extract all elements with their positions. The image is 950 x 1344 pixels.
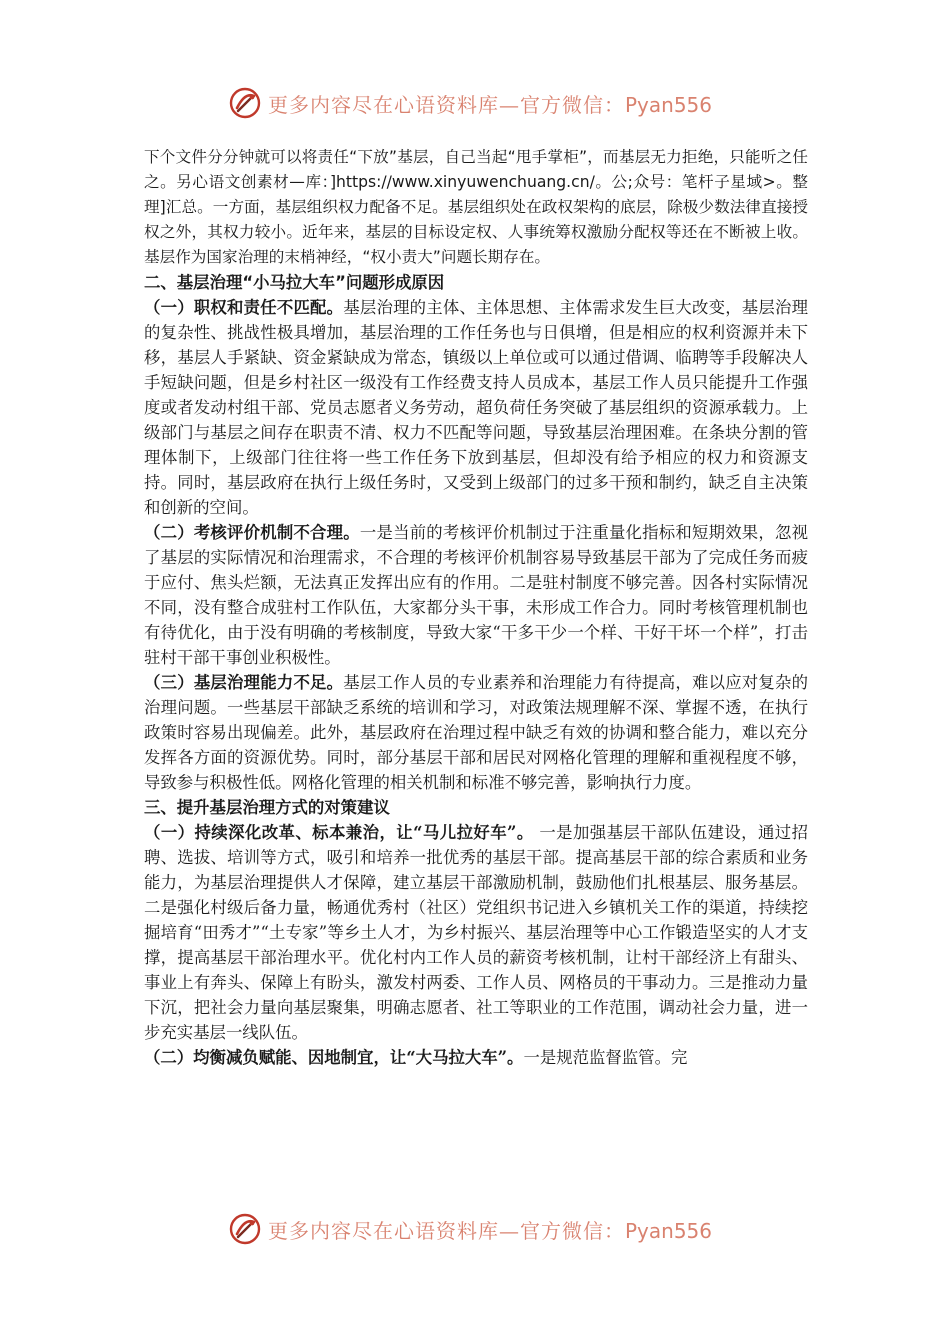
intro-paragraph: 下个文件分分钟就可以将责任“下放”基层，自己当起“甩手掌柜”，而基层无力拒绝，只能听之任之。另心语文创素材—库：]https://www.xinyuwenchuang.cn/。公;众号：笔杆子星域>。整理]汇总。一方面，基层组织权力配备不足。基层组织处在政权架构的底层，除极少数法律直接授权之外，其权力较小。近年来，基层的目标设定权、人事统筹权激励分配权等还在不断被上收。基层作为国家治理的末梢神经，“权小责大”问题长期存在。: [144, 148, 808, 266]
banner-title: 更多内容尽在心语资料库: [268, 1218, 499, 1243]
banner-text: [268, 1215, 712, 1244]
section2-item-2: [144, 520, 808, 670]
banner-wechat-label: 官方微信：: [520, 1218, 625, 1243]
section3-item-2-body: 一是规范监督监管。完: [523, 1048, 688, 1067]
section2-item-1-body: 基层治理的主体、主体思想、主体需求发生巨大改变，基层治理的复杂性、挑战性极具增加，基层治理的工作任务也与日俱增，但是相应的权利资源并未下移，基层人手紧缺、资金紧缺成为常态，镇级以上单位或可以通过借调、临聘等手段解决人手短缺问题，但是乡村社区一级没有工作经费支持人员成本，基层工作人员只能提升工作强度或者发动村组干部、党员志愿者义务劳动，超负荷任务突破了基层组织的资源承载力。上级部门与基层之间存在职责不清、权力不匹配等问题，导致基层治理困难。在条块分割的管理体制下，上级部门往往将一些工作任务下放到基层，但却没有给予相应的权力和资源支持。同时，基层政府在执行上级任务时，又受到上级部门的过多干预和制约，缺乏自主决策和创新的空间。: [144, 298, 808, 517]
section2-item-1-lead: （一）职权和责任不匹配。: [144, 298, 344, 317]
banner-title: 更多内容尽在心语资料库: [268, 92, 499, 117]
section2-item-3-body: 基层工作人员的专业素养和治理能力有待提高，难以应对复杂的治理问题。一些基层干部缺乏系统的培训和学习，对政策法规理解不深、掌握不透，在执行政策时容易出现偏差。此外，基层政府在治理过程中缺乏有效的协调和整合能力，难以充分发挥各方面的资源优势。同时，部分基层干部和居民对网格化管理的理解和重视程度不够，导致参与积极性低。网格化管理的相关机制和标准不够完善，影响执行力度。: [144, 673, 808, 792]
section2-item-2-body: 一是当前的考核评价机制过于注重量化指标和短期效果，忽视了基层的实际情况和治理需求，不合理的考核评价机制容易导致基层干部为了完成任务而疲于应付、焦头烂额，无法真正发挥出应有的作用。二是驻村制度不够完善。因各村实际情况不同，没有整合成驻村工作队伍，大家都分头干事，未形成工作合力。同时考核管理机制也有待优化，由于没有明确的考核制度，导致大家“干多干少一个样、干好干坏一个样”，打击驻村干部干事创业积极性。: [144, 523, 809, 667]
section3-item-1-lead: （一）持续深化改革、标本兼治，让“马儿拉好车”。: [144, 823, 534, 842]
footer-watermark-banner: [228, 1209, 728, 1249]
pen-circle-logo-icon: [228, 1212, 262, 1246]
section3-item-1-body: 一是加强基层干部队伍建设，通过招聘、选拔、培训等方式，吸引和培养一批优秀的基层干部。提高基层干部的综合素质和业务能力，为基层治理提供人才保障，建立基层干部激励机制，鼓励他们扎根基层、服务基层。二是强化村级后备力量，畅通优秀村（社区）党组织书记进入乡镇机关工作的渠道，持续挖掘培育“田秀才”“土专家”等乡土人才，为乡村振兴、基层治理等中心工作锻造坚实的人才支撑，提高基层干部治理水平。优化村内工作人员的薪资考核机制，让村干部经济上有甜头、事业上有奔头、保障上有盼头，激发村两委、工作人员、网格员的干事动力。三是推动力量下沉，把社会力量向基层聚集，明确志愿者、社工等职业的工作范围，调动社会力量，进一步充实基层一线队伍。: [144, 823, 808, 1042]
banner-wechat-id: Pyan556: [625, 92, 713, 117]
banner-wechat-label: 官方微信：: [520, 92, 625, 117]
section3-item-1: [144, 820, 808, 1045]
section3-item-2: [144, 1045, 808, 1070]
banner-wechat-id: Pyan556: [625, 1218, 713, 1243]
section2-heading: 二、基层治理“小马拉大车”问题形成原因: [144, 273, 445, 292]
banner-separator: —: [499, 1218, 520, 1243]
section2-item-3: [144, 670, 808, 795]
section3-item-2-lead: （二）均衡减负赋能、因地制宜，让“大马拉大车”。: [144, 1048, 524, 1067]
banner-text: [268, 89, 712, 118]
banner-separator: —: [499, 92, 520, 117]
header-watermark-banner: [228, 83, 728, 123]
pen-circle-logo-icon: [228, 86, 262, 120]
section2-item-2-lead: （二）考核评价机制不合理。: [144, 523, 360, 542]
section3-heading: 三、提升基层治理方式的对策建议: [144, 798, 390, 817]
section2-item-3-lead: （三）基层治理能力不足。: [144, 673, 344, 692]
document-body: [144, 145, 808, 1070]
section2-item-1: [144, 295, 808, 520]
